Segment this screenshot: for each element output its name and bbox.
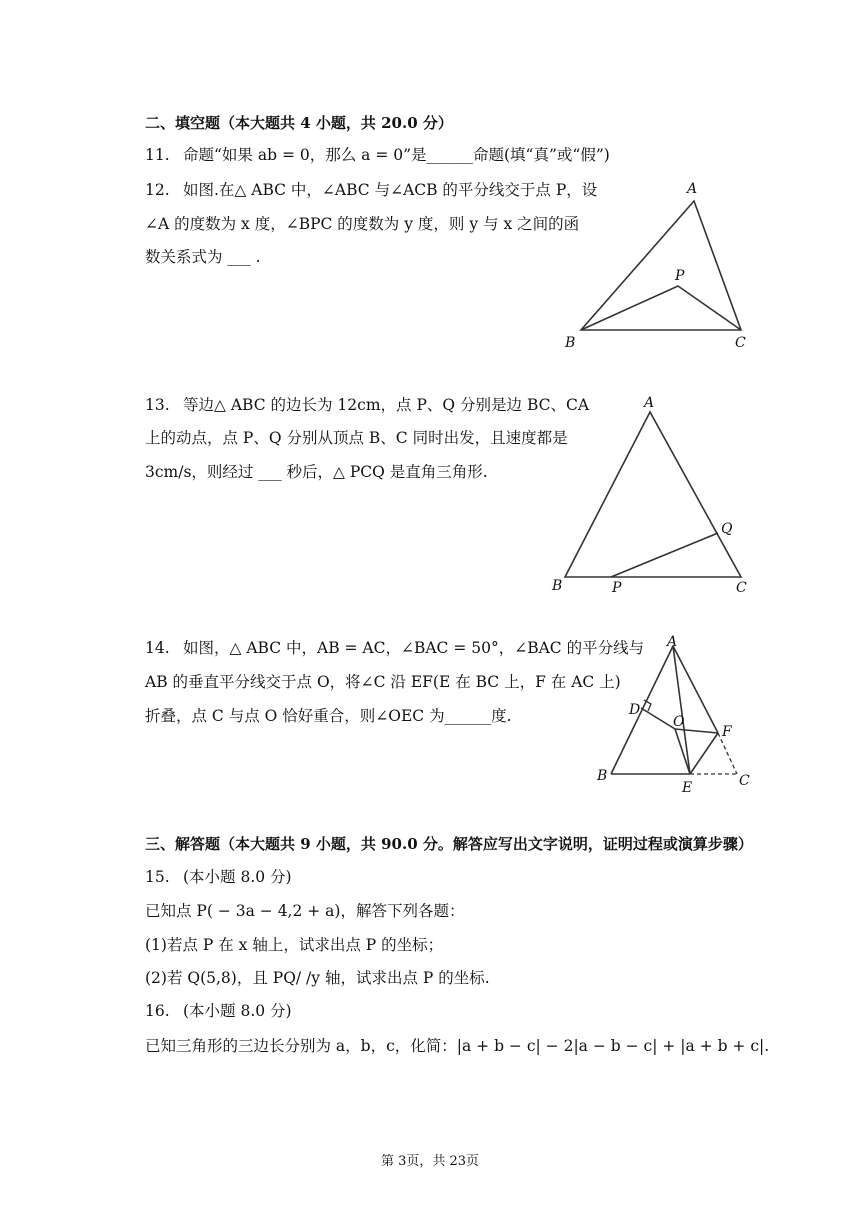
question-12-line-2: ∠A 的度数为 x 度，∠BPC 的度数为 y 度，则 y 与 x 之间的函: [145, 215, 580, 233]
question-14-line-1: [145, 638, 644, 658]
label-o: O: [673, 714, 685, 730]
figure-q13-triangle: [548, 390, 763, 600]
question-number: 12.: [145, 181, 170, 199]
question-text: 命题“如果 ab = 0，那么 a = 0”是______命题(填“真”或“假”): [183, 146, 610, 164]
question-16-header: [145, 1001, 292, 1021]
label-f: F: [722, 724, 732, 740]
label-b: B: [597, 768, 608, 784]
label-a: A: [687, 181, 698, 197]
question-14-line-2: AB 的垂直平分线交于点 O，将∠C 沿 EF(E 在 BC 上，F 在 AC 上): [145, 673, 621, 691]
question-16-line-1: 已知三角形的三边长分别为 a，b，c，化简：|a + b − c| − 2|a − b − c| + |a + b + c|.: [145, 1037, 770, 1055]
question-score: (本小题 8.0 分): [183, 1002, 292, 1020]
question-number: 13.: [145, 396, 170, 414]
question-text: 如图.在△ ABC 中，∠ABC 与∠ACB 的平分线交于点 P，设: [183, 181, 598, 199]
page-footer: 第 3页，共 23页: [380, 1154, 480, 1169]
side-ab: [611, 646, 673, 774]
fold-ef: [690, 733, 718, 774]
segment-do: [641, 708, 675, 729]
question-number: 11.: [145, 146, 170, 164]
question-13-line-1: [145, 395, 589, 415]
label-c: C: [739, 773, 750, 789]
label-c: C: [735, 335, 746, 351]
question-12-line-3: 数关系式为 ___ .: [145, 248, 261, 266]
question-13-line-2: 上的动点，点 P、Q 分别从顶点 B、C 同时出发，且速度都是: [145, 429, 568, 447]
question-number: 16.: [145, 1002, 170, 1020]
figure-q12-triangle: [555, 175, 765, 360]
label-p: P: [675, 268, 685, 284]
section-2-heading: 二、填空题（本大题共 4 小题，共 20.0 分）: [145, 114, 453, 132]
question-11: [145, 145, 610, 165]
segment-ae: [673, 646, 690, 774]
label-b: B: [552, 578, 563, 594]
question-15-line-1: 已知点 P( − 3a − 4,2 + a)，解答下列各题：: [145, 902, 465, 920]
question-13-line-3: 3cm/s，则经过 ___ 秒后，△ PCQ 是直角三角形.: [145, 463, 488, 481]
figure-q14-fold: [593, 630, 758, 800]
label-e: E: [682, 780, 693, 796]
segment-pq: [611, 533, 718, 577]
question-number: 15.: [145, 868, 170, 886]
label-p: P: [612, 580, 622, 596]
label-c: C: [736, 580, 747, 596]
question-14-line-3: 折叠，点 C 与点 O 恰好重合，则∠OEC 为______度.: [145, 707, 512, 725]
triangle-abc: [565, 412, 741, 577]
label-b: B: [565, 335, 576, 351]
question-12-line-1: [145, 180, 597, 200]
bisector-bp-pc: [581, 286, 741, 330]
question-15-header: [145, 867, 292, 887]
label-d: D: [629, 702, 641, 718]
label-a: A: [667, 634, 678, 650]
question-text: 如图，△ ABC 中，AB = AC，∠BAC = 50°，∠BAC 的平分线与: [183, 639, 645, 657]
section-3-heading: 三、解答题（本大题共 9 小题，共 90.0 分。解答应写出文字说明，证明过程或演算步骤）: [145, 835, 753, 853]
triangle-abc: [581, 201, 741, 330]
label-a: A: [644, 395, 655, 411]
question-15-line-2: (1)若点 P 在 x 轴上，试求出点 P 的坐标；: [145, 936, 444, 954]
question-15-line-3: (2)若 Q(5,8)，且 PQ/ /y 轴，试求出点 P 的坐标.: [145, 969, 490, 987]
question-score: (本小题 8.0 分): [183, 868, 292, 886]
question-text: 等边△ ABC 的边长为 12cm，点 P、Q 分别是边 BC、CA: [183, 396, 590, 414]
label-q: Q: [721, 521, 733, 537]
question-number: 14.: [145, 639, 170, 657]
